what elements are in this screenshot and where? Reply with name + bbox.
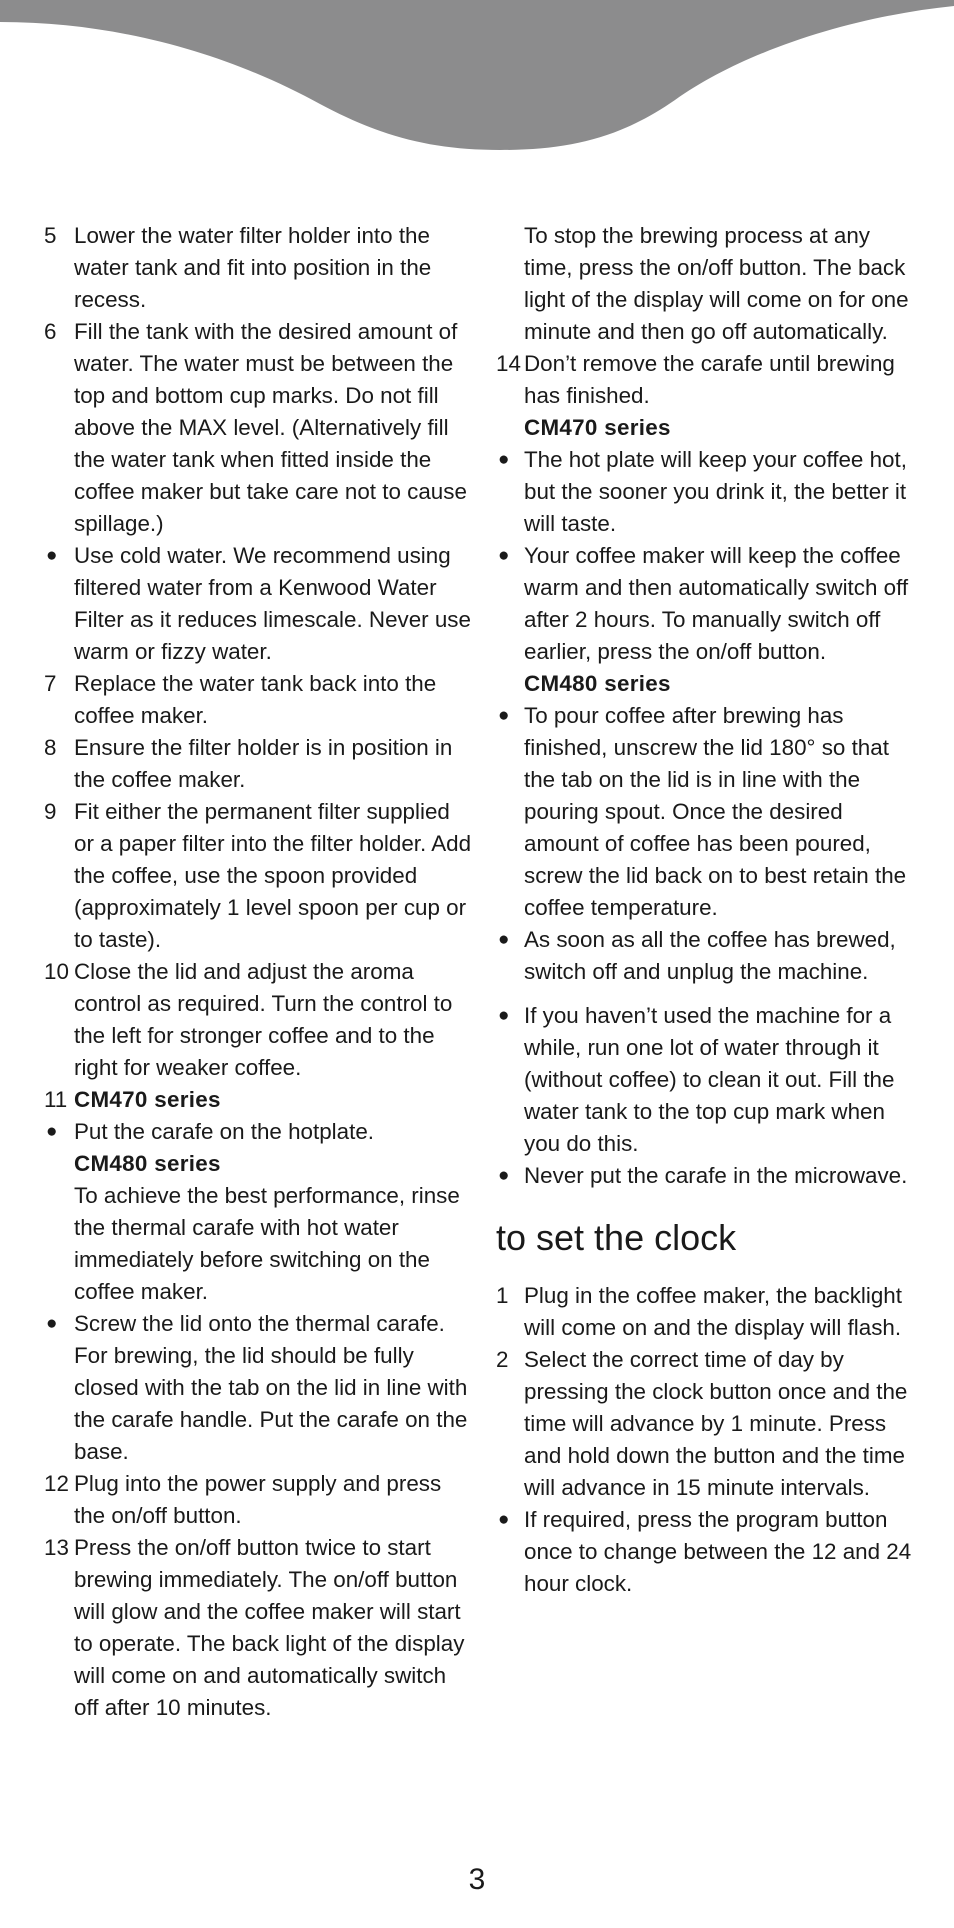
step-number: 10 [44, 959, 69, 984]
list-item [44, 1468, 474, 1532]
list-item [44, 732, 474, 796]
step-number: 11 [44, 1087, 68, 1112]
item-text: Lower the water filter holder into the water tank and fit into position in the recess. [74, 223, 432, 312]
bullet-marker: ● [498, 1165, 510, 1186]
list-item [496, 412, 916, 444]
series-label: CM470 series [74, 1087, 221, 1112]
list-item [44, 668, 474, 732]
list-item [496, 700, 916, 924]
step-number: 13 [44, 1535, 69, 1560]
step-number: 5 [44, 223, 57, 248]
list-item [496, 924, 916, 988]
item-text: Your coffee maker will keep the coffee warm and then automatically switch off after 2 hours. To manually switch off earlier, press the on/off button. [524, 543, 909, 664]
item-text: Plug into the power supply and press the on/off button. [74, 1471, 442, 1528]
item-text: Press the on/off button twice to start brewing immediately. The on/off button will glow and the coffee maker will start to operate. The back light of the display will come on and automatically switch off after 10 minutes. [74, 1535, 465, 1720]
clock-instruction-list [496, 1280, 916, 1600]
spacer [496, 988, 916, 1000]
page-number: 3 [468, 1863, 486, 1896]
series-label: CM470 series [524, 415, 671, 440]
step-number: 12 [44, 1471, 69, 1496]
item-text: Ensure the filter holder is in position in the coffee maker. [74, 735, 453, 792]
list-item [496, 540, 916, 668]
bullet-marker: ● [498, 1005, 510, 1026]
bullet-marker: ● [46, 1313, 58, 1334]
item-text: Close the lid and adjust the aroma control as required. Turn the control to the left for stronger coffee and to the right for weaker coffee. [74, 959, 453, 1080]
right-column [496, 220, 916, 1600]
list-item [44, 1116, 474, 1148]
list-item [44, 1148, 474, 1180]
list-item [44, 1180, 474, 1308]
bullet-marker: ● [46, 545, 58, 566]
list-item [496, 1504, 916, 1600]
list-item [496, 220, 916, 348]
item-text: The hot plate will keep your coffee hot, but the sooner you drink it, the better it will taste. [524, 447, 907, 536]
list-item [44, 956, 474, 1084]
item-text: Fill the tank with the desired amount of water. The water must be between the top and bottom cup marks. Do not fill above the MAX level. (Alternatively fill the water tank when fitted inside the coffee maker but take care not to cause spillage.) [74, 319, 467, 536]
step-number: 8 [44, 735, 57, 760]
series-label: CM480 series [74, 1151, 221, 1176]
bullet-marker: ● [498, 705, 510, 726]
step-number: 14 [496, 351, 521, 376]
left-column [44, 220, 474, 1724]
step-number: 6 [44, 319, 57, 344]
bullet-marker: ● [498, 929, 510, 950]
item-text: Select the correct time of day by pressing the clock button once and the time will advance by 1 minute. Press and hold down the button and the time will advance in 15 minute intervals. [524, 1347, 908, 1500]
list-item [44, 316, 474, 540]
step-number: 1 [496, 1283, 509, 1308]
item-text: Screw the lid onto the thermal carafe. For brewing, the lid should be fully closed with the tab on the lid in line with the carafe handle. Put the carafe on the base. [74, 1311, 468, 1464]
item-text: Replace the water tank back into the coffee maker. [74, 671, 437, 728]
step-number: 9 [44, 799, 57, 824]
item-text: To achieve the best performance, rinse the thermal carafe with hot water immediately before switching on the coffee maker. [74, 1183, 460, 1304]
list-item [44, 1532, 474, 1724]
item-text: As soon as all the coffee has brewed, switch off and unplug the machine. [524, 927, 896, 984]
series-label: CM480 series [524, 671, 671, 696]
list-item [44, 1308, 474, 1468]
item-text: To stop the brewing process at any time, press the on/off button. The back light of the display will come on for one minute and then go off automatically. [524, 223, 909, 344]
section-heading: to set the clock [496, 1217, 737, 1258]
instruction-list-right [496, 220, 916, 1192]
item-text: Fit either the permanent filter supplied or a paper filter into the filter holder. Add the coffee, use the spoon provided (approximately 1 level spoon per cup or to taste). [74, 799, 472, 952]
item-text: Plug in the coffee maker, the backlight will come on and the display will flash. [524, 1283, 902, 1340]
header-wave-decoration [0, 0, 954, 160]
item-text: If required, press the program button once to change between the 12 and 24 hour clock. [524, 1507, 912, 1596]
wave-shape [0, 0, 954, 150]
list-item [496, 668, 916, 700]
list-item [496, 1344, 916, 1504]
list-item [496, 1000, 916, 1160]
item-text: Don’t remove the carafe until brewing has finished. [524, 351, 895, 408]
list-item [496, 1280, 916, 1344]
step-number: 2 [496, 1347, 509, 1372]
list-item [496, 348, 916, 412]
list-item [496, 1160, 916, 1192]
bullet-marker: ● [498, 1509, 510, 1530]
bullet-marker: ● [498, 449, 510, 470]
item-text: To pour coffee after brewing has finished, unscrew the lid 180° so that the tab on the lid is in line with the pouring spout. Once the desired amount of coffee has been poured, screw the lid back on to best retain the coffee temperature. [524, 703, 907, 920]
item-text: Never put the carafe in the microwave. [524, 1163, 908, 1188]
item-text: If you haven’t used the machine for a while, run one lot of water through it (without coffee) to clean it out. Fill the water tank to the top cup mark when you do this. [524, 1003, 895, 1156]
step-number: 7 [44, 671, 57, 696]
list-item [44, 220, 474, 316]
list-item [44, 540, 474, 668]
list-item [496, 444, 916, 540]
list-item [44, 796, 474, 956]
item-text: Use cold water. We recommend using filtered water from a Kenwood Water Filter as it reduces limescale. Never use warm or fizzy water. [74, 543, 471, 664]
bullet-marker: ● [498, 545, 510, 566]
bullet-marker: ● [46, 1121, 58, 1142]
item-text: Put the carafe on the hotplate. [74, 1119, 374, 1144]
list-item [44, 1084, 474, 1116]
